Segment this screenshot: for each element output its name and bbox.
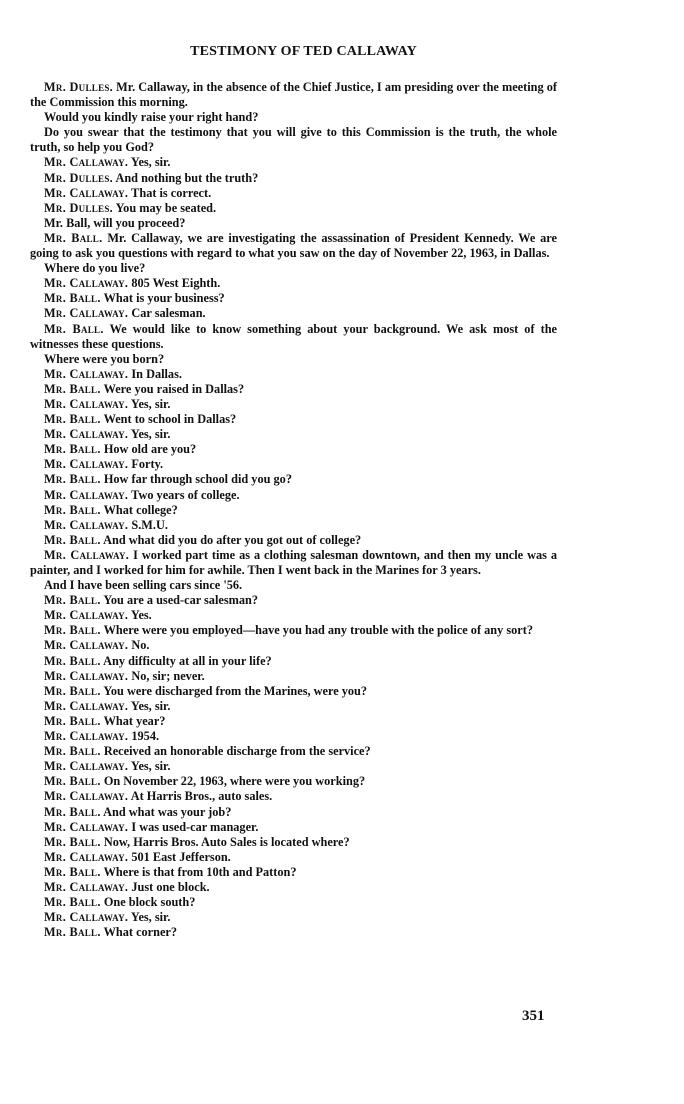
speaker-label: Mr. Ball. — [44, 472, 101, 487]
testimony-paragraph — [30, 850, 557, 865]
speech-text: 1954. — [131, 729, 160, 744]
testimony-paragraph — [30, 805, 557, 820]
speaker-label: Mr. Callaway. — [44, 427, 129, 442]
speaker-label: Mr. Callaway. — [44, 517, 129, 532]
speaker-label: Mr. Callaway. — [44, 487, 129, 502]
speaker-label: Mr. Ball. — [44, 623, 101, 638]
testimony-paragraph — [30, 578, 557, 593]
testimony-paragraph — [30, 352, 557, 367]
speaker-label: Mr. Callaway. — [44, 819, 129, 834]
testimony-paragraph — [30, 201, 557, 216]
speaker-label: Mr. Ball. — [44, 804, 101, 819]
speech-text: Yes, sir. — [130, 759, 171, 774]
speaker-label: Mr. Ball. — [44, 502, 101, 517]
speech-text: I worked part time as a clothing salesman downtown, and then my uncle was a painter, and I worked for him for awhile. Then I went back in the Marines for 3 years. — [30, 547, 557, 577]
testimony-paragraph — [30, 835, 557, 850]
testimony-paragraph — [30, 759, 557, 774]
speech-text: In Dallas. — [131, 366, 182, 381]
testimony-paragraph — [30, 427, 557, 442]
speaker-label: Mr. Callaway. — [44, 879, 129, 894]
speech-text: What year? — [103, 713, 166, 728]
testimony-paragraph — [30, 608, 557, 623]
speech-text: We would like to know something about your background. We ask most of the witnesses these questions. — [30, 321, 557, 351]
speaker-label: Mr. Callaway. — [44, 306, 129, 321]
speech-text: And nothing but the truth? — [115, 170, 259, 185]
testimony-paragraph — [30, 925, 557, 940]
testimony-paragraph — [30, 910, 557, 925]
speaker-label: Mr. Callaway. — [44, 668, 129, 683]
testimony-paragraph — [30, 457, 557, 472]
page-number: 351 — [522, 1008, 545, 1024]
speech-text: Mr. Callaway, we are investigating the assassination of President Kennedy. We are going to ask you questions with regard to what you saw on the day of November 22, 1963, in Dallas. — [30, 230, 557, 261]
page-title: TESTIMONY OF TED CALLAWAY — [190, 44, 417, 59]
speech-text: What is your business? — [103, 291, 225, 306]
testimony-paragraph — [30, 774, 557, 789]
testimony-paragraph — [30, 231, 557, 261]
speech-text: Where were you born? — [44, 351, 165, 366]
speech-text: I was used-car manager. — [131, 819, 259, 834]
testimony-paragraph — [30, 669, 557, 684]
speech-text: On November 22, 1963, where were you working? — [103, 774, 366, 789]
testimony-paragraph — [30, 125, 557, 155]
speaker-label: Mr. Ball. — [44, 532, 101, 547]
testimony-paragraph — [30, 322, 557, 352]
speech-text: Just one block. — [131, 879, 210, 894]
speaker-label: Mr. Ball. — [44, 774, 101, 789]
speaker-label: Mr. Callaway. — [44, 608, 129, 623]
testimony-paragraph — [30, 684, 557, 699]
speaker-label: Mr. Ball. — [44, 412, 101, 427]
testimony-paragraph — [30, 865, 557, 880]
speaker-label: Mr. Ball. — [44, 291, 101, 306]
speaker-label: Mr. Dulles. — [44, 80, 114, 94]
speech-text: S.M.U. — [131, 517, 168, 532]
testimony-paragraph — [30, 171, 557, 186]
speaker-label: Mr. Ball. — [44, 381, 101, 396]
testimony-paragraph — [30, 699, 557, 714]
testimony-paragraph — [30, 518, 557, 533]
testimony-paragraph — [30, 654, 557, 669]
speech-text: Where were you employed—have you had any trouble with the police of any sort? — [103, 623, 533, 638]
testimony-paragraph — [30, 186, 557, 201]
speaker-label: Mr. Ball. — [44, 653, 101, 668]
speaker-label: Mr. Ball. — [44, 230, 103, 245]
speech-text: Yes, sir. — [130, 396, 171, 411]
speech-text: Where do you live? — [44, 261, 146, 276]
testimony-paragraph — [30, 729, 557, 744]
testimony-paragraph — [30, 638, 557, 653]
testimony-paragraph — [30, 714, 557, 729]
speech-text: Mr. Ball, will you proceed? — [44, 215, 186, 230]
testimony-paragraph — [30, 397, 557, 412]
testimony-paragraph — [30, 442, 557, 457]
testimony-paragraph — [30, 367, 557, 382]
testimony-paragraph — [30, 503, 557, 518]
speech-text: One block south? — [103, 895, 196, 910]
speaker-label: Mr. Callaway. — [44, 276, 129, 291]
testimony-paragraph — [30, 306, 557, 321]
speech-text: Were you raised in Dallas? — [103, 381, 245, 396]
speaker-label: Mr. Ball. — [44, 744, 101, 759]
speaker-label: Mr. Ball. — [44, 925, 101, 940]
speaker-label: Mr. Callaway. — [44, 457, 129, 472]
speech-text: Yes, sir. — [130, 698, 171, 713]
speech-text: What college? — [103, 502, 178, 517]
document-page — [30, 44, 557, 940]
testimony-paragraph — [30, 216, 557, 231]
speaker-label: Mr. Callaway. — [44, 759, 129, 774]
speech-text: How far through school did you go? — [103, 472, 292, 487]
testimony-paragraph — [30, 382, 557, 397]
testimony-paragraph — [30, 412, 557, 427]
speech-text: Car salesman. — [131, 306, 206, 321]
testimony-paragraph — [30, 291, 557, 306]
speech-text: No. — [131, 638, 150, 653]
testimony-paragraph — [30, 623, 557, 638]
speaker-label: Mr. Callaway. — [44, 910, 129, 925]
testimony-paragraph — [30, 80, 557, 110]
testimony-paragraph — [30, 895, 557, 910]
speech-text: Forty. — [131, 457, 164, 472]
speech-text: Two years of college. — [131, 487, 240, 502]
speaker-label: Mr. Ball. — [44, 834, 101, 849]
testimony-body — [30, 80, 557, 940]
speech-text: That is correct. — [131, 185, 212, 200]
testimony-paragraph — [30, 110, 557, 125]
testimony-paragraph — [30, 820, 557, 835]
speech-text: You are a used-car salesman? — [103, 593, 258, 608]
speaker-label: Mr. Callaway. — [44, 366, 129, 381]
speaker-label: Mr. Ball. — [44, 321, 104, 336]
speech-text: Received an honorable discharge from the service? — [103, 744, 371, 759]
testimony-paragraph — [30, 276, 557, 291]
speech-text: How old are you? — [103, 442, 197, 457]
speech-text: Yes. — [130, 608, 152, 623]
speech-text: Do you swear that the testimony that you will give to this Commission is the truth, the whole truth, so help you God? — [30, 125, 557, 155]
speech-text: Where is that from 10th and Patton? — [103, 864, 297, 879]
testimony-paragraph — [30, 593, 557, 608]
speech-text: Any difficulty at all in your life? — [103, 653, 272, 668]
speech-text: Went to school in Dallas? — [103, 412, 237, 427]
speech-text: Mr. Callaway, in the absence of the Chief Justice, I am presiding over the meeting of the Commission this morning. — [30, 80, 557, 110]
speaker-label: Mr. Ball. — [44, 713, 101, 728]
testimony-paragraph — [30, 488, 557, 503]
speech-text: And what did you do after you got out of college? — [103, 532, 362, 547]
speaker-label: Mr. Ball. — [44, 442, 101, 457]
speech-text: Yes, sir. — [130, 427, 171, 442]
testimony-paragraph — [30, 261, 557, 276]
testimony-paragraph — [30, 472, 557, 487]
testimony-paragraph — [30, 548, 557, 578]
speech-text: Yes, sir. — [130, 910, 171, 925]
speech-text: You were discharged from the Marines, were you? — [103, 683, 368, 698]
speech-text: What corner? — [103, 925, 178, 940]
speaker-label: Mr. Ball. — [44, 895, 101, 910]
speaker-label: Mr. Callaway. — [44, 547, 130, 562]
speaker-label: Mr. Ball. — [44, 683, 101, 698]
speech-text: At Harris Bros., auto sales. — [130, 789, 273, 804]
speaker-label: Mr. Callaway. — [44, 698, 129, 713]
testimony-paragraph — [30, 789, 557, 804]
speaker-label: Mr. Callaway. — [44, 155, 129, 170]
speaker-label: Mr. Callaway. — [44, 185, 129, 200]
testimony-paragraph — [30, 880, 557, 895]
testimony-paragraph — [30, 155, 557, 170]
speech-text: You may be seated. — [115, 200, 217, 215]
speaker-label: Mr. Callaway. — [44, 789, 129, 804]
speech-text: And what was your job? — [103, 804, 232, 819]
speech-text: No, sir; never. — [131, 668, 205, 683]
speaker-label: Mr. Callaway. — [44, 729, 129, 744]
speaker-label: Mr. Callaway. — [44, 396, 129, 411]
speaker-label: Mr. Callaway. — [44, 638, 129, 653]
speaker-label: Mr. Ball. — [44, 593, 101, 608]
speech-text: 501 East Jefferson. — [131, 849, 231, 864]
speaker-label: Mr. Callaway. — [44, 849, 129, 864]
speech-text: Yes, sir. — [130, 155, 171, 170]
speaker-label: Mr. Dulles. — [44, 170, 114, 185]
speaker-label: Mr. Ball. — [44, 864, 101, 879]
speech-text: Now, Harris Bros. Auto Sales is located where? — [103, 834, 350, 849]
testimony-paragraph — [30, 744, 557, 759]
speech-text: And I have been selling cars since '56. — [44, 578, 243, 593]
testimony-paragraph — [30, 533, 557, 548]
speech-text: Would you kindly raise your right hand? — [44, 110, 259, 125]
speech-text: 805 West Eighth. — [131, 276, 221, 291]
speaker-label: Mr. Dulles. — [44, 200, 114, 215]
